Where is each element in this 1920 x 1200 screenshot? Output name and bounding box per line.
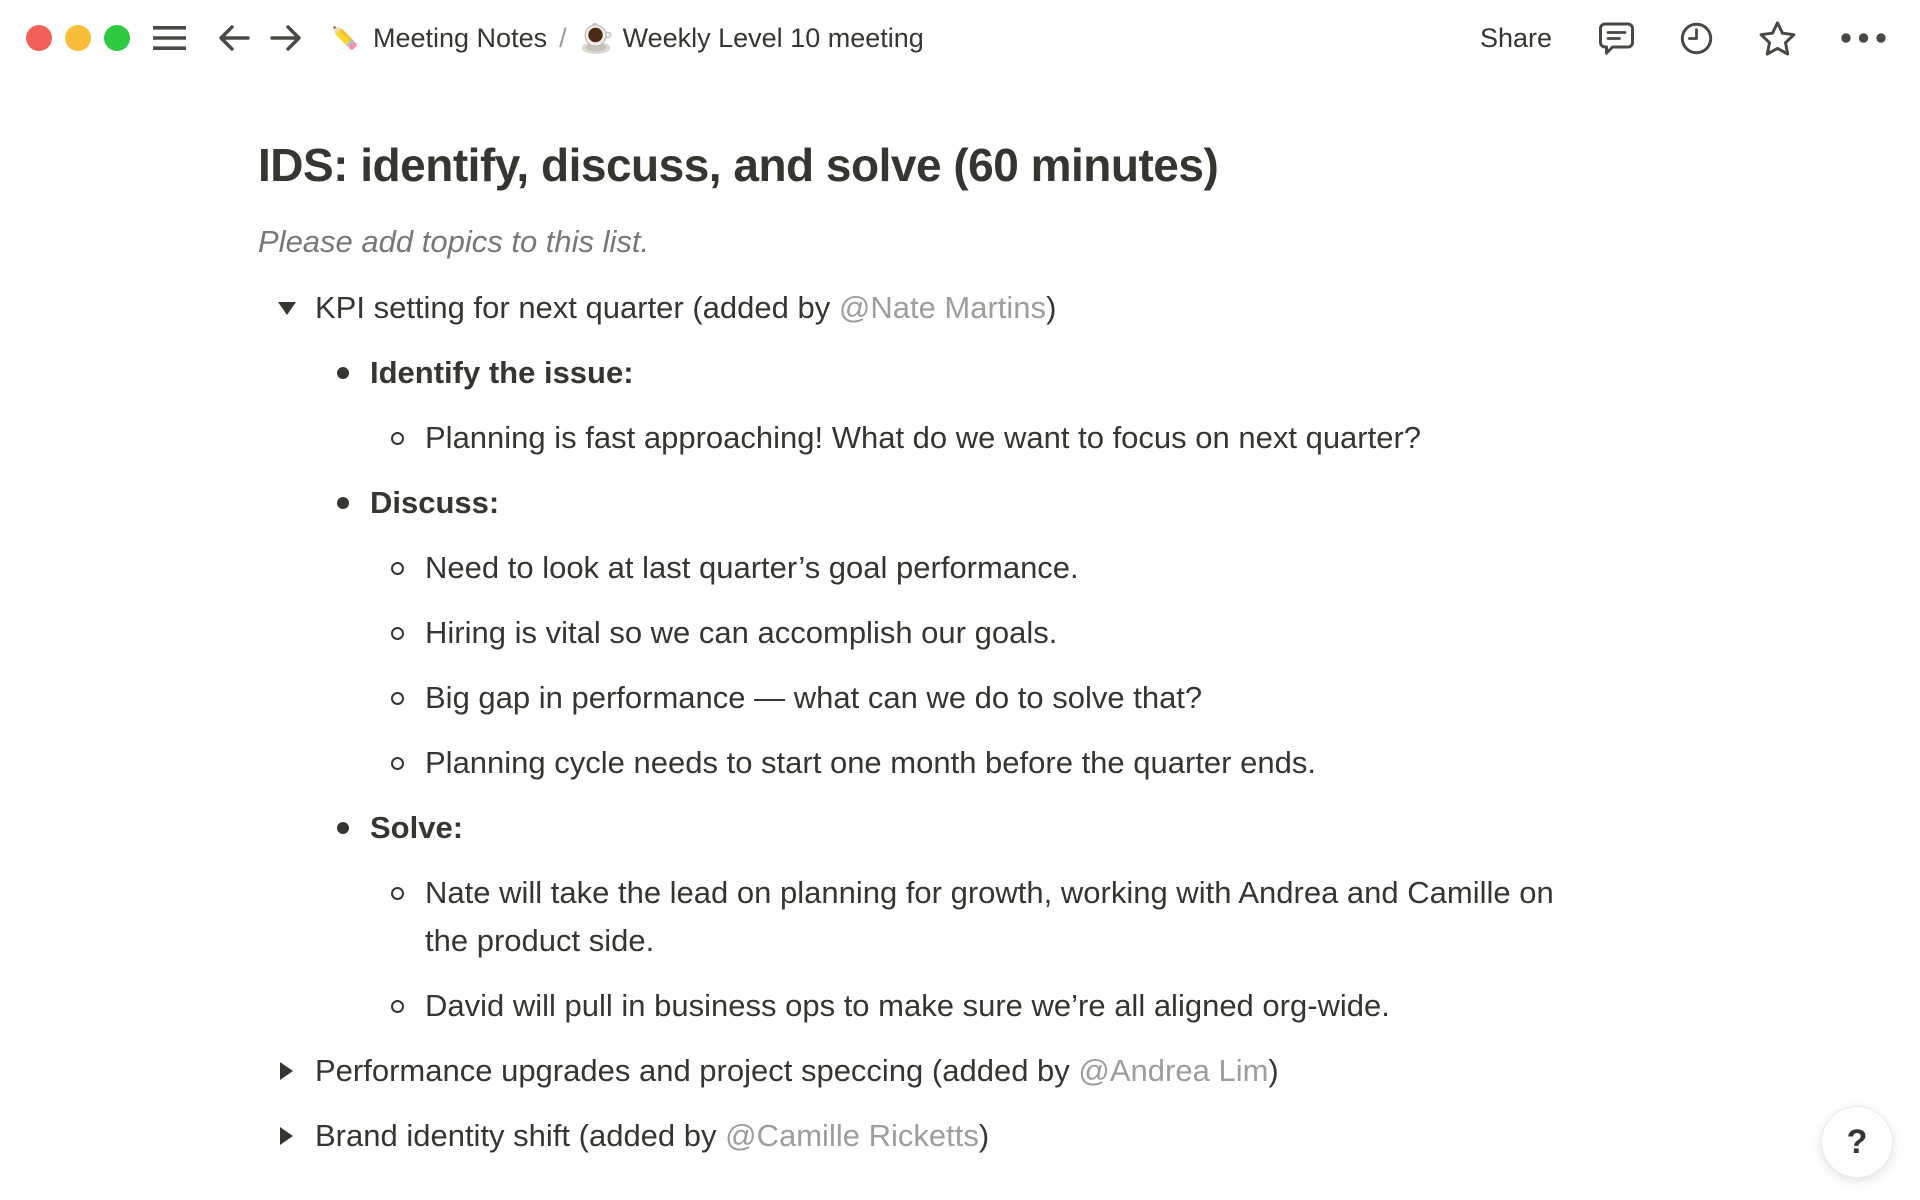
toggle-text-after: ) (1268, 1053, 1279, 1088)
triangle-right-icon (280, 1127, 293, 1145)
bullet-marker (370, 982, 425, 1030)
mention-nate-martins[interactable]: @Nate Martins (838, 290, 1047, 325)
circle-bullet-icon (391, 1000, 404, 1013)
more-button[interactable] (1837, 29, 1890, 47)
forward-arrow-icon (269, 23, 303, 53)
minimize-window-button[interactable] (65, 25, 91, 51)
list-item-text[interactable]: Nate will take the lead on planning for growth, working with Andrea and Camille on the product side. (425, 875, 1554, 958)
coffee-emoji-icon (579, 22, 613, 55)
circle-bullet-icon (391, 692, 404, 705)
toggle-text-before: KPI setting for next quarter (added by (315, 290, 839, 325)
bullet-marker (370, 414, 425, 462)
bulleted-list-item (370, 739, 1590, 787)
back-button[interactable] (213, 19, 255, 57)
circle-bullet-icon (391, 757, 404, 770)
list-item-text[interactable]: Discuss: (370, 485, 500, 520)
toggle-text-before: Performance upgrades and project speccing (added by (315, 1053, 1079, 1088)
bulleted-list-item (315, 349, 1590, 397)
list-item-text[interactable]: Need to look at last quarter’s goal performance. (425, 550, 1079, 585)
toggle-block-kpi (258, 284, 1590, 332)
toggle-expand-button[interactable] (258, 1047, 315, 1095)
block-list (258, 284, 1590, 1160)
toggle-text-after: ) (978, 1118, 990, 1153)
bulleted-list-item (370, 544, 1590, 592)
favorite-button[interactable] (1754, 16, 1801, 61)
page-content (0, 76, 1590, 1160)
page-subtitle[interactable]: Please add topics to this list. (258, 224, 650, 259)
bullet-marker (315, 804, 370, 852)
toggle-text-brand[interactable] (315, 1112, 1590, 1160)
pencil-emoji-icon (327, 20, 363, 56)
bullet-icon (337, 367, 349, 379)
list-item-text[interactable]: Hiring is vital so we can accomplish our goals. (425, 615, 1058, 650)
circle-bullet-icon (391, 432, 404, 445)
breadcrumb-item-meeting-notes[interactable] (319, 17, 555, 59)
circle-bullet-icon (391, 627, 404, 640)
bullet-marker (315, 349, 370, 397)
list-item-text[interactable]: Solve: (370, 810, 464, 845)
triangle-down-icon (278, 302, 296, 315)
history-button[interactable] (1675, 17, 1718, 60)
list-item-text[interactable]: David will pull in business ops to make sure we’re all aligned org-wide. (425, 988, 1390, 1023)
back-arrow-icon (217, 23, 251, 53)
topbar (0, 0, 1920, 76)
toggle-text-before: Brand identity shift (added by (315, 1118, 726, 1153)
triangle-right-icon (280, 1062, 293, 1080)
share-button[interactable]: Share (1474, 19, 1558, 58)
list-item-text[interactable]: Identify the issue: (370, 355, 634, 390)
toggle-text-after: ) (1046, 290, 1057, 325)
bullet-marker (370, 609, 425, 657)
zoom-window-button[interactable] (104, 25, 130, 51)
toggle-text-kpi[interactable] (315, 284, 1590, 332)
topbar-actions (1474, 16, 1890, 61)
bullet-marker (315, 479, 370, 527)
bulleted-list-item (315, 479, 1590, 527)
list-item-text[interactable]: Big gap in performance — what can we do to solve that? (425, 680, 1203, 715)
circle-bullet-icon (391, 887, 404, 900)
star-icon (1758, 20, 1797, 57)
list-item-text[interactable]: Planning is fast approaching! What do we want to focus on next quarter? (425, 420, 1422, 455)
bullet-marker (370, 544, 425, 592)
mention-camille-ricketts[interactable]: @Camille Ricketts (725, 1118, 979, 1153)
close-window-button[interactable] (26, 25, 52, 51)
sidebar-toggle-button[interactable] (148, 20, 191, 56)
bullet-marker (370, 739, 425, 787)
breadcrumb-item-weekly-meeting[interactable] (571, 19, 932, 58)
window-controls (26, 25, 130, 51)
bulleted-list-item (370, 609, 1590, 657)
breadcrumb-separator: / (559, 22, 567, 53)
bulleted-list-item (370, 414, 1590, 462)
bullet-icon (337, 822, 349, 834)
page-title[interactable]: IDS: identify, discuss, and solve (60 minutes) (258, 139, 1219, 191)
toggle-expand-button[interactable] (258, 1112, 315, 1160)
list-item-text[interactable]: Planning cycle needs to start one month before the quarter ends. (425, 745, 1316, 780)
toggle-block-performance (258, 1047, 1590, 1095)
mention-andrea-lim[interactable]: @Andrea Lim (1078, 1053, 1269, 1088)
help-button[interactable]: ? (1821, 1106, 1893, 1178)
breadcrumb (319, 17, 932, 59)
clock-icon (1679, 21, 1714, 56)
bullet-icon (337, 497, 349, 509)
forward-button[interactable] (265, 19, 307, 57)
bulleted-list-item (370, 869, 1590, 965)
breadcrumb-label: Meeting Notes (373, 22, 548, 53)
bulleted-list-item (370, 982, 1590, 1030)
circle-bullet-icon (391, 562, 404, 575)
toggle-collapse-button[interactable] (258, 284, 315, 332)
toggle-block-brand (258, 1112, 1590, 1160)
hamburger-icon (152, 24, 187, 52)
bullet-marker (370, 674, 425, 722)
breadcrumb-label: Weekly Level 10 meeting (622, 22, 924, 53)
bulleted-list-item (315, 804, 1590, 852)
comment-icon (1598, 21, 1635, 56)
bullet-marker (370, 869, 425, 917)
toggle-text-performance[interactable] (315, 1047, 1590, 1095)
bulleted-list-item (370, 674, 1590, 722)
ellipsis-icon (1841, 33, 1886, 43)
comments-button[interactable] (1594, 17, 1639, 60)
